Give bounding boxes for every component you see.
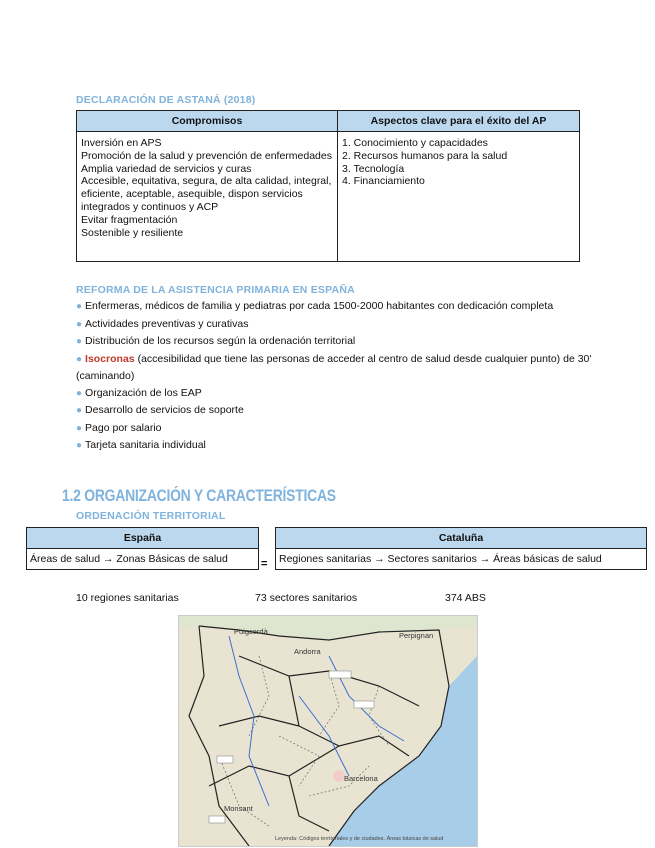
espana-box xyxy=(26,527,259,570)
compromiso-item: Evitar fragmentación xyxy=(81,213,178,226)
list-item xyxy=(76,437,596,455)
compromisos-cell xyxy=(77,132,338,262)
list-item xyxy=(76,420,596,438)
cataluna-header: Cataluña xyxy=(276,528,646,549)
cataluna-box xyxy=(275,527,647,570)
list-item-text: Distribución de los recursos según la ordenación territorial xyxy=(85,335,356,347)
bullet-icon: ● xyxy=(76,440,83,451)
aspecto-item: 2. Recursos humanos para la salud xyxy=(342,149,508,162)
andorra-label: Andorra xyxy=(294,647,321,656)
aspecto-item: 4. Financiamiento xyxy=(342,175,425,188)
list-item xyxy=(76,316,596,334)
aspecto-item: 3. Tecnología xyxy=(342,162,405,175)
list-item xyxy=(76,351,596,385)
espana-body: Áreas de salud → Zonas Básicas de salud xyxy=(30,553,228,565)
section-title: 1.2 ORGANIZACIÓN Y CARACTERÍSTICAS xyxy=(62,486,336,505)
map-caption: Leyenda: Códigos territoriales y de ciudades. Áreas básicas de salud xyxy=(275,836,444,842)
abs-stat: 374 ABS xyxy=(445,592,486,604)
bullet-icon: ● xyxy=(76,387,83,399)
reforma-list xyxy=(76,298,596,455)
list-item xyxy=(76,333,596,351)
aspecto-item: 1. Conocimiento y capacidades xyxy=(342,137,488,149)
compromiso-item: Sostenible y resiliente xyxy=(81,226,184,239)
perpignan-label: Perpignan xyxy=(399,631,434,640)
reforma-heading: REFORMA DE LA ASISTENCIA PRIMARIA EN ESPAÑA xyxy=(76,284,355,296)
isocronas-text: (accesibilidad que tiene las personas de acceder al centro de salud desde cualquier punto) de 30' (caminando) xyxy=(76,352,592,382)
compromiso-item: Amplia variedad de servicios y curas xyxy=(81,162,252,175)
ordenacion-heading: ORDENACIÓN TERRITORIAL xyxy=(76,510,226,522)
astana-heading: DECLARACIÓN DE ASTANÁ (2018) xyxy=(76,94,256,106)
list-item xyxy=(76,298,596,316)
list-item-text: Desarrollo de servicios de soporte xyxy=(85,404,244,416)
compromiso-item: Inversión en APS xyxy=(81,137,162,149)
montsant-label: Monsant xyxy=(224,804,253,813)
list-item xyxy=(76,385,596,403)
astana-table xyxy=(76,110,580,262)
catalonia-map xyxy=(178,615,478,847)
bullet-icon: ● xyxy=(76,353,83,365)
bullet-icon: ● xyxy=(76,405,83,416)
equals-sign: = xyxy=(261,558,268,570)
compromisos-header: Compromisos xyxy=(77,111,338,132)
compromiso-item: Accesible, equitativa, segura, de alta calidad, integral, eficiente, aceptable, asequible, dispon servicios integrados y continuos y ACP xyxy=(81,175,332,213)
isocronas-term: Isocronas xyxy=(85,352,135,365)
list-item-text: Organización de los EAP xyxy=(85,386,202,399)
bullet-icon: ● xyxy=(76,422,83,434)
regiones-stat: 10 regiones sanitarias xyxy=(76,592,179,604)
list-item xyxy=(76,402,596,420)
compromiso-item: Promoción de la salud y prevención de enfermedades xyxy=(81,149,332,162)
barcelona-label: Barcelona xyxy=(344,774,378,783)
aspectos-cell xyxy=(338,132,580,262)
bullet-icon: ● xyxy=(76,336,83,347)
cataluna-body: Regiones sanitarias → Sectores sanitarios → Áreas básicas de salud xyxy=(279,553,602,565)
aspectos-header: Aspectos clave para el éxito del AP xyxy=(338,111,580,132)
bullet-icon: ● xyxy=(76,301,83,312)
bullet-icon: ● xyxy=(76,318,83,330)
puigcerda-label: Puigcerdà xyxy=(234,627,268,636)
list-item-text: Pago por salario xyxy=(85,421,162,434)
list-item-text: Enfermeras, médicos de familia y pediatras por cada 1500-2000 habitantes con dedicación completa xyxy=(85,300,554,312)
espana-header: España xyxy=(27,528,258,549)
list-item-text: Actividades preventivas y curativas xyxy=(85,317,249,330)
sectores-stat: 73 sectores sanitarios xyxy=(255,592,358,604)
list-item-text: Tarjeta sanitaria individual xyxy=(85,439,206,451)
